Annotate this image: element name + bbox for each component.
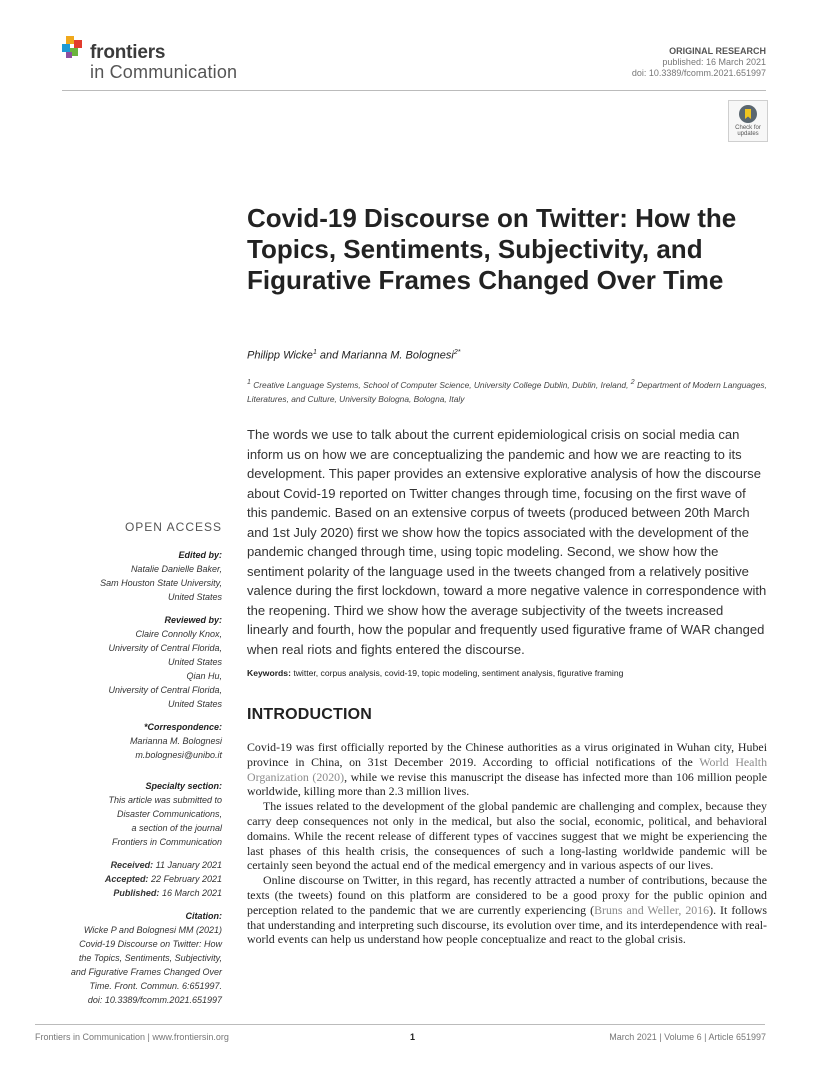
affiliations (247, 376, 767, 406)
reviewer-1-name: Claire Connolly Knox, (135, 629, 222, 639)
citation-line-1: Wicke P and Bolognesi MM (2021) (83, 925, 222, 935)
citation-label: Citation: (185, 911, 222, 921)
brand-subtitle: in Communication (90, 62, 238, 82)
author-list (247, 349, 460, 362)
author-1-sup: 1 (312, 349, 317, 356)
brand-name: frontiers (90, 42, 166, 63)
reviewer-2-country: United States (167, 699, 222, 709)
keywords (247, 668, 767, 678)
correspondence-name: Marianna M. Bolognesi (129, 736, 222, 746)
p1-text-a: Covid-19 was first officially reported by the Chinese authorities as a virus originated in Wuhan city, Hubei province in China, on 31st December 2019. According to official notifications of the (247, 740, 767, 769)
citation-line-6[interactable]: doi: 10.3389/fcomm.2021.651997 (87, 995, 222, 1005)
keywords-label: Keywords: (247, 668, 291, 678)
specialty-line-1: This article was submitted to (108, 795, 222, 805)
citation-link-bruns[interactable]: Bruns and Weller, 2016 (594, 902, 710, 917)
abstract: The words we use to talk about the current epidemiological crisis on social media can inform us on how we are conceptualizing the pandemic and how we are reacting to its development. This paper provides an extensive explorative analysis of how the discourse about Covid-19 reported on Twitter changes through time, focusing on the first wave of this pandemic. Based on an extensive corpus of tweets (produced between 20th March and 1st July 2020) first we show how the topics associated with the development of the pandemic changed through time, using topic modeling. Second, we show how the sentiment polarity of the language used in the tweets changed from a relatively positive valence during the first lockdown, toward a more negative valence in correspondence with the reopening. Third we show how the average subjectivity of the tweets increased linearly and fourth, how the popular and frequently used figurative frame of WAR changed when real riots and fights entered the discourse. (247, 427, 767, 657)
paragraph (247, 873, 767, 947)
section-heading-introduction: INTRODUCTION (247, 706, 373, 723)
reviewer-2-name: Qian Hu, (186, 671, 222, 681)
author-2[interactable]: Marianna M. Bolognesi (341, 349, 454, 362)
reviewer-2-affiliation: University of Central Florida, (108, 685, 222, 695)
accepted-value: 22 February 2021 (150, 874, 222, 884)
reviewer-1-country: United States (167, 657, 222, 667)
author-1[interactable]: Philipp Wicke (247, 349, 313, 362)
editor-country: United States (167, 592, 222, 602)
reviewed-by-label: Reviewed by: (164, 615, 222, 625)
p3-text-a: Online discourse on Twitter, in this regard, has recently attracted a number of contributions, because the texts (the tweets) found on this platform are considered to be a good proxy for the public opinion and perception related to the pandemic that we are currently experiencing ( (247, 873, 767, 917)
published-label: Published: (113, 888, 160, 898)
affil-sup-1: 1 (247, 379, 251, 386)
citation-line-2: Covid-19 Discourse on Twitter: How (79, 939, 222, 949)
specialty-section-label: Specialty section: (145, 781, 222, 791)
article-meta (632, 46, 766, 79)
editor-affiliation: Sam Houston State University, (100, 578, 222, 588)
check-label-2: updates (737, 131, 759, 137)
introduction-body (247, 740, 767, 947)
author-2-sup: 2* (453, 349, 461, 356)
accepted-date (60, 872, 222, 886)
received-date (60, 858, 222, 872)
article-title: Covid-19 Discourse on Twitter: How the Topics, Sentiments, Subjectivity, and Figurative Frames Changed Over Time (247, 203, 737, 295)
p1-text-b: , while we revise this manuscript the disease has infected more than 106 million people worldwide, killing more than 2.3 million lives. (247, 769, 767, 799)
paragraph: The issues related to the development of the global pandemic are challenging and complex, because they carry deep consequences not only in the medical, but also the social, economic, political, and behavioral domains. While the recent release of different types of vaccines suggest that we might be experiencing the last phases of this health crisis, the consequences of such a long-lasting worldwide pandemic will be certainly seen beyond the actual end of the medical emergency and in various aspects of our lives. (247, 799, 767, 873)
specialty-line-3: a section of the journal (131, 823, 222, 833)
received-value: 11 January 2021 (155, 860, 222, 870)
article-sidebar (60, 520, 222, 1007)
specialty-line-4: Frontiers in Communication (111, 837, 222, 847)
p3-text-b: ). It follows that understanding and interpreting such discourse, its evolution over time, and its interdependence with real-world events can help us understand how people conceptualize and react to the global crisis. (247, 902, 767, 947)
frontiers-logo-icon (62, 36, 86, 60)
header-divider (62, 90, 766, 91)
check-label-1: Check for (735, 125, 761, 131)
footer-journal-link[interactable]: Frontiers in Communication | www.frontiersin.org (35, 1032, 229, 1042)
footer-issue-info: March 2021 | Volume 6 | Article 651997 (609, 1032, 766, 1042)
published-date: published: 16 March 2021 (662, 57, 766, 67)
received-label: Received: (110, 860, 154, 870)
authors-and: and (319, 349, 339, 362)
specialty-line-2: Disaster Communications, (116, 809, 222, 819)
journal-logo[interactable] (62, 36, 262, 82)
citation-link-who[interactable]: World Health Organization (2020) (247, 754, 768, 784)
correspondence-label: *Correspondence: (143, 722, 222, 732)
keywords-text: twitter, corpus analysis, covid-19, topic modeling, sentiment analysis, figurative framing (293, 668, 624, 678)
accepted-label: Accepted: (104, 874, 149, 884)
affil-2: Department of Modern Languages, Literatures, and Culture, University Bologna, Bologna, Italy (247, 379, 767, 404)
bookmark-check-icon (738, 104, 758, 124)
edited-by-label: Edited by: (178, 550, 222, 560)
citation-line-5: Time. Front. Commun. 6:651997. (89, 981, 222, 991)
citation-line-4: and Figurative Frames Changed Over (70, 967, 222, 977)
check-for-updates-badge[interactable] (728, 100, 768, 142)
article-type: ORIGINAL RESEARCH (669, 46, 766, 56)
published-value: 16 March 2021 (161, 888, 222, 898)
open-access-label: OPEN ACCESS (124, 520, 222, 534)
published-date-side (60, 886, 222, 900)
correspondence-email[interactable]: m.bolognesi@unibo.it (135, 750, 222, 760)
doi[interactable]: doi: 10.3389/fcomm.2021.651997 (631, 68, 766, 78)
editor-name: Natalie Danielle Baker, (130, 564, 222, 574)
page-number: 1 (410, 1032, 416, 1042)
affil-sup-2: 2 (630, 379, 635, 386)
reviewer-1-affiliation: University of Central Florida, (108, 643, 222, 653)
paragraph (247, 740, 767, 799)
citation-line-3: the Topics, Sentiments, Subjectivity, (78, 953, 222, 963)
affil-1: Creative Language Systems, School of Computer Science, University College Dublin, Dublin, Ireland, (253, 379, 629, 390)
footer-divider (35, 1024, 765, 1025)
